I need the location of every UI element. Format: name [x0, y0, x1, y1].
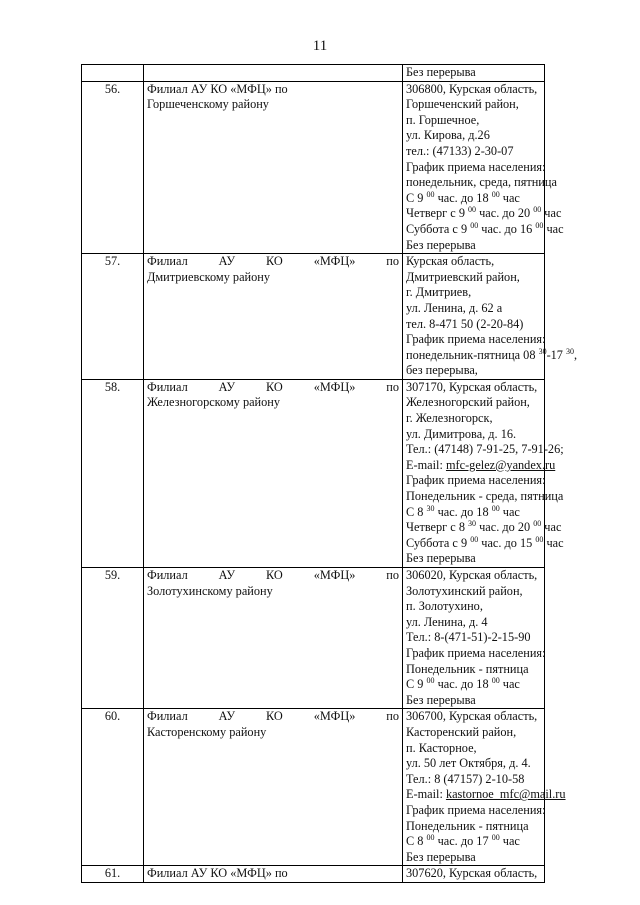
address-line: ул. Кирова, д.26 [406, 128, 490, 143]
address-line: Касторенский район, [406, 724, 517, 739]
address-line: Горшеченский район, [406, 97, 519, 112]
address-line: ул. Димитрова, д. 16. [406, 426, 517, 441]
name-cell [144, 65, 403, 82]
info-cell [403, 866, 545, 883]
table-row [82, 709, 545, 866]
name-cell [144, 379, 403, 567]
branch-name-line: Золотухинскому району [147, 583, 273, 598]
address-line: 306020, Курская область, [406, 568, 538, 582]
address-line: 306800, Курская область, [406, 81, 538, 96]
address-line: г. Дмитриев, [406, 285, 472, 300]
schedule-line: Четверг с 8 $^{30}$ час. до 20 $^{00}$ час [406, 519, 562, 535]
schedule-line: Без перерыва [406, 237, 476, 252]
page-number: 11 [312, 38, 328, 54]
schedule-line: Понедельник - среда, пятница [406, 489, 564, 504]
name-cell [144, 254, 403, 380]
address-line: ул. Ленина, д. 4 [406, 614, 488, 629]
branch-name-line: Филиал АУ КО «МФЦ» по [147, 379, 399, 394]
address-line: ул. 50 лет Октября, д. 4. [406, 756, 531, 771]
address-line: Золотухинский район, [406, 583, 523, 598]
address-line: 307170, Курская область, [406, 379, 538, 394]
table-row [82, 379, 545, 567]
address-line: Тел.: 8 (47157) 2-10-58 [406, 771, 525, 786]
number-cell: 60. [82, 709, 144, 866]
table-row [82, 866, 545, 883]
number-cell: 58. [82, 379, 144, 567]
branch-name-line: Железногорскому району [147, 395, 281, 410]
info-line: Без перерыва [406, 65, 476, 79]
info-cell [403, 709, 566, 866]
schedule-line: Понедельник - пятница [406, 818, 529, 833]
branch-name-line: Филиал АУ КО «МФЦ» по [147, 81, 288, 96]
branch-name-line: Филиал АУ КО «МФЦ» по [147, 866, 288, 881]
email-line: E-mail: mfc-gelez@yandex.ru [406, 457, 556, 472]
address-line: 307620, Курская область, [406, 866, 538, 881]
schedule-line: Без перерыва [406, 551, 476, 566]
schedule-title: График приема населения: [406, 802, 546, 817]
address-line: тел.: (47133) 2-30-07 [406, 143, 514, 158]
address-line: Тел.: 8-(471-51)-2-15-90 [406, 630, 531, 645]
address-line: п. Золотухино, [406, 599, 483, 614]
info-cell [403, 254, 578, 380]
schedule-line: понедельник, среда, пятница [406, 175, 557, 190]
name-cell [144, 81, 403, 254]
table-row [82, 81, 545, 254]
branch-name-line: Горшеченскому району [147, 97, 269, 112]
mfc-branches-table [81, 64, 578, 883]
schedule-line: Понедельник - пятница [406, 661, 529, 676]
table-row [82, 254, 545, 380]
address-line: Железногорский район, [406, 395, 530, 410]
address-line: п. Горшечное, [406, 112, 480, 127]
schedule-title: График приема населения: [406, 159, 546, 174]
schedule-line: С 8 $^{30}$ час. до 18 $^{00}$ час [406, 503, 520, 519]
branch-name-line: Касторенскому району [147, 724, 267, 739]
schedule-title: График приема населения: [406, 332, 546, 347]
address-line: ул. Ленина, д. 62 а [406, 300, 503, 315]
schedule-line: Суббота с 9 $^{00}$ час. до 16 $^{00}$ час [406, 220, 564, 236]
info-cell [403, 65, 545, 82]
number-cell: 57. [82, 254, 144, 380]
table-row-continuation [82, 65, 545, 82]
address-line: г. Железногорск, [406, 411, 493, 426]
schedule-line: Суббота с 9 $^{00}$ час. до 15 $^{00}$ час [406, 534, 564, 550]
address-line: Дмитриевский район, [406, 269, 520, 284]
address-line: тел. 8-471 50 (2-20-84) [406, 316, 524, 331]
branch-name-line: Дмитриевскому району [147, 269, 270, 284]
name-cell [144, 709, 403, 866]
info-cell [403, 379, 564, 567]
info-cell [403, 81, 564, 254]
schedule-line: С 9 $^{00}$ час. до 18 $^{00}$ час [406, 676, 520, 692]
info-cell [403, 568, 545, 709]
schedule-line: без перерыва, [406, 363, 478, 378]
schedule-line: Четверг с 9 $^{00}$ час. до 20 $^{00}$ час [406, 205, 562, 221]
table-row [82, 568, 545, 709]
number-cell [82, 65, 144, 82]
address-line: Курская область, [406, 254, 495, 269]
number-cell: 56. [82, 81, 144, 254]
email-link[interactable]: mfc-gelez@yandex.ru [445, 457, 556, 472]
schedule-line: С 9 $^{00}$ час. до 18 $^{00}$ час [406, 189, 520, 205]
schedule-line: Без перерыва [406, 692, 476, 707]
branch-name-line: Филиал АУ КО «МФЦ» по [147, 568, 399, 582]
email-line: E-mail: kastornoe_mfc@mail.ru [406, 787, 566, 802]
branch-name-line: Филиал АУ КО «МФЦ» по [147, 254, 399, 269]
number-cell: 61. [82, 866, 144, 883]
address-line: 306700, Курская область, [406, 709, 538, 724]
schedule-line: С 8 $^{00}$ час. до 17 $^{00}$ час [406, 833, 520, 849]
name-cell [144, 568, 403, 709]
schedule-line: понедельник-пятница 08 $^{30}$-17 $^{30}$, [406, 346, 578, 362]
schedule-line: Без перерыва [406, 849, 476, 864]
address-line: п. Касторное, [406, 740, 477, 755]
address-line: Тел.: (47148) 7-91-25, 7-91-26; [406, 442, 564, 457]
number-cell: 59. [82, 568, 144, 709]
schedule-title: График приема населения: [406, 473, 546, 488]
branch-name-line: Филиал АУ КО «МФЦ» по [147, 709, 399, 724]
schedule-title: График приема населения: [406, 645, 546, 660]
name-cell [144, 866, 403, 883]
email-link[interactable]: kastornoe_mfc@mail.ru [445, 787, 566, 802]
